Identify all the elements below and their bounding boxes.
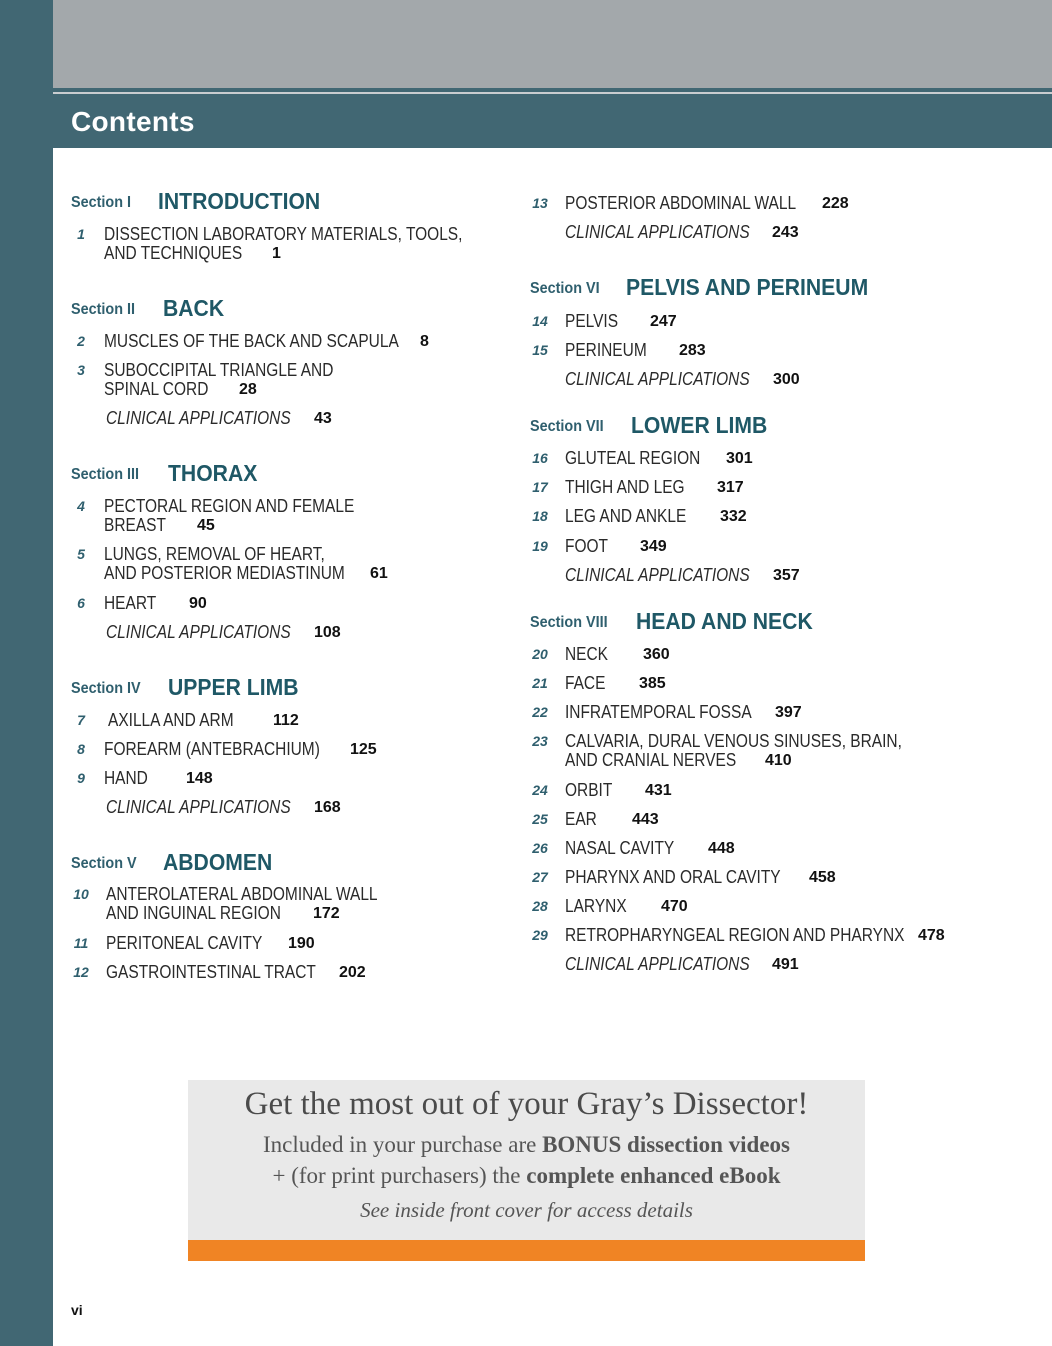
page-number: 108 [314,624,341,641]
page-number-footer: vi [71,1302,83,1318]
chapter-title: POSTERIOR ABDOMINAL WALL [565,193,797,213]
chapter-number: 4 [77,498,85,514]
chapter-title: NECK [565,644,609,664]
section-heading [530,412,768,438]
chapter-title: GLUTEAL REGION [565,448,701,468]
section-label: Section III [71,466,140,483]
chapter-title: HEART [104,593,157,613]
chapter-number: 12 [73,964,89,980]
left-column [71,0,511,1000]
chapter-title: PECTORAL REGION AND FEMALE [104,496,355,516]
chapter-title-line2: AND POSTERIOR MEDIASTINUM [104,563,345,583]
chapter-number: 18 [532,508,548,524]
chapter-number: 19 [532,538,548,554]
section-label: Section V [71,855,137,872]
section-label: Section VIII [530,614,608,631]
chapter-number: 29 [532,927,548,943]
promo-text: + (for print purchasers) the [272,1163,527,1188]
chapter-title: MUSCLES OF THE BACK AND SCAPULA [104,331,399,351]
chapter-number: 7 [77,712,85,728]
page-number: 228 [822,195,849,212]
promo-box [188,1080,865,1240]
page-number: 397 [775,704,802,721]
chapter-title: CLINICAL APPLICATIONS [565,369,750,389]
section-title: BACK [163,295,225,321]
chapter-title: FACE [565,673,606,693]
page-number: 443 [632,811,659,828]
page-number: 43 [314,410,332,427]
chapter-title: RETROPHARYNGEAL REGION AND PHARYNX [565,925,905,945]
chapter-title: PERINEUM [565,340,647,360]
page-number: 317 [717,479,744,496]
page-number: 168 [314,799,341,816]
chapter-title: DISSECTION LABORATORY MATERIALS, TOOLS, [104,224,463,244]
promo-headline: Get the most out of your Gray’s Dissector! [244,1086,809,1122]
chapter-title: NASAL CAVITY [565,838,675,858]
chapter-number: 23 [532,733,548,749]
chapter-number: 3 [77,362,85,378]
chapter-number: 2 [77,333,85,349]
chapter-title: CLINICAL APPLICATIONS [106,408,291,428]
page-number: 385 [639,675,666,692]
section-title: UPPER LIMB [168,674,299,700]
chapter-title: AXILLA AND ARM [108,710,234,730]
page-number: 247 [650,313,677,330]
chapter-title: SUBOCCIPITAL TRIANGLE AND [104,360,334,380]
page-number: 28 [239,381,257,398]
page-number: 332 [720,508,747,525]
chapter-title: HAND [104,768,148,788]
chapter-title: CALVARIA, DURAL VENOUS SINUSES, BRAIN, [565,731,902,751]
section-heading [71,460,258,486]
page-number: 357 [773,567,800,584]
chapter-title-line2: BREAST [104,515,166,535]
chapter-number: 8 [77,741,85,757]
chapter-number: 17 [532,479,548,495]
page-number: 90 [189,595,207,612]
chapter-number: 21 [532,675,548,691]
section-label: Section VII [530,418,604,435]
chapter-number: 13 [532,195,548,211]
chapter-title: PHARYNX AND ORAL CAVITY [565,867,781,887]
chapter-title-line2: AND INGUINAL REGION [106,903,281,923]
page-number: 283 [679,342,706,359]
chapter-title-line2: AND TECHNIQUES [104,243,243,263]
chapter-number: 10 [73,886,89,902]
page-number: 190 [288,935,315,952]
page-number: 410 [765,752,792,769]
page-number: 1 [272,245,281,262]
page-number: 470 [661,898,688,915]
chapter-title: CLINICAL APPLICATIONS [565,565,750,585]
chapter-number: 24 [532,782,548,798]
section-title: INTRODUCTION [158,188,321,214]
chapter-number: 28 [532,898,548,914]
chapter-number: 25 [532,811,548,827]
section-title: LOWER LIMB [631,412,768,438]
chapter-number: 22 [532,704,548,720]
chapter-title: LUNGS, REMOVAL OF HEART, [104,544,325,564]
section-heading [71,295,225,321]
page-title: Contents [71,106,195,137]
section-label: Section IV [71,680,141,697]
page-number: 61 [370,565,388,582]
chapter-number: 16 [532,450,548,466]
chapter-title: THIGH AND LEG [565,477,685,497]
chapter-number: 6 [77,595,85,611]
page-number: 478 [918,927,945,944]
chapter-title: INFRATEMPORAL FOSSA [565,702,752,722]
chapter-number: 15 [532,342,548,358]
chapter-title: FOREARM (ANTEBRACHIUM) [104,739,320,759]
promo-line-ebook [188,1163,865,1189]
page-number: 202 [339,964,366,981]
chapter-number: 5 [77,546,85,562]
page-number: 349 [640,538,667,555]
page-number: 431 [645,782,672,799]
page-number: 45 [197,517,215,534]
page-number: 360 [643,646,670,663]
chapter-title: CLINICAL APPLICATIONS [565,222,750,242]
chapter-title: EAR [565,809,597,829]
page-number: 125 [350,741,377,758]
chapter-title: GASTROINTESTINAL TRACT [106,962,316,982]
chapter-title: LARYNX [565,896,627,916]
promo-access-note: See inside front cover for access details [360,1198,693,1222]
section-heading [530,608,813,634]
promo-text: Included in your purchase are [262,1132,543,1157]
chapter-title-line2: SPINAL CORD [104,379,209,399]
chapter-number: 26 [532,840,548,856]
page-number: 300 [773,371,800,388]
section-label: Section I [71,194,132,211]
chapter-number: 1 [77,226,85,242]
section-heading [71,849,273,875]
promo-bold-text: complete enhanced eBook [526,1163,781,1188]
promo-line-videos [188,1132,865,1158]
right-column [530,0,970,1000]
section-title: ABDOMEN [163,849,273,875]
chapter-title: FOOT [565,536,608,556]
chapter-title: CLINICAL APPLICATIONS [565,954,750,974]
section-heading [530,274,869,300]
chapter-title: ORBIT [565,780,613,800]
page-number: 458 [809,869,836,886]
chapter-number: 27 [532,869,548,885]
chapter-number: 11 [73,935,89,951]
page-number: 448 [708,840,735,857]
chapter-title: CLINICAL APPLICATIONS [106,622,291,642]
page-number: 301 [726,450,753,467]
section-title: PELVIS AND PERINEUM [626,274,869,300]
section-title: HEAD AND NECK [636,608,813,634]
page-number: 491 [772,956,799,973]
chapter-title: ANTEROLATERAL ABDOMINAL WALL [106,884,378,904]
section-label: Section VI [530,280,600,297]
left-margin-bar [0,0,53,1346]
promo-accent-bar [188,1240,865,1261]
page-number: 148 [186,770,213,787]
chapter-title: PERITONEAL CAVITY [106,933,263,953]
promo-bold-text: BONUS dissection videos [542,1132,790,1157]
section-heading [71,674,299,700]
section-label: Section II [71,301,136,318]
chapter-title: CLINICAL APPLICATIONS [106,797,291,817]
chapter-number: 20 [532,646,548,662]
chapter-title: PELVIS [565,311,619,331]
page-number: 172 [313,905,340,922]
section-heading [71,188,321,214]
page-number: 112 [273,712,299,729]
section-title: THORAX [168,460,258,486]
page-number: 8 [420,333,429,350]
chapter-title-line2: AND CRANIAL NERVES [565,750,737,770]
page-number: 243 [772,224,799,241]
chapter-number: 14 [532,313,548,329]
chapter-number: 9 [77,770,85,786]
chapter-title: LEG AND ANKLE [565,506,687,526]
